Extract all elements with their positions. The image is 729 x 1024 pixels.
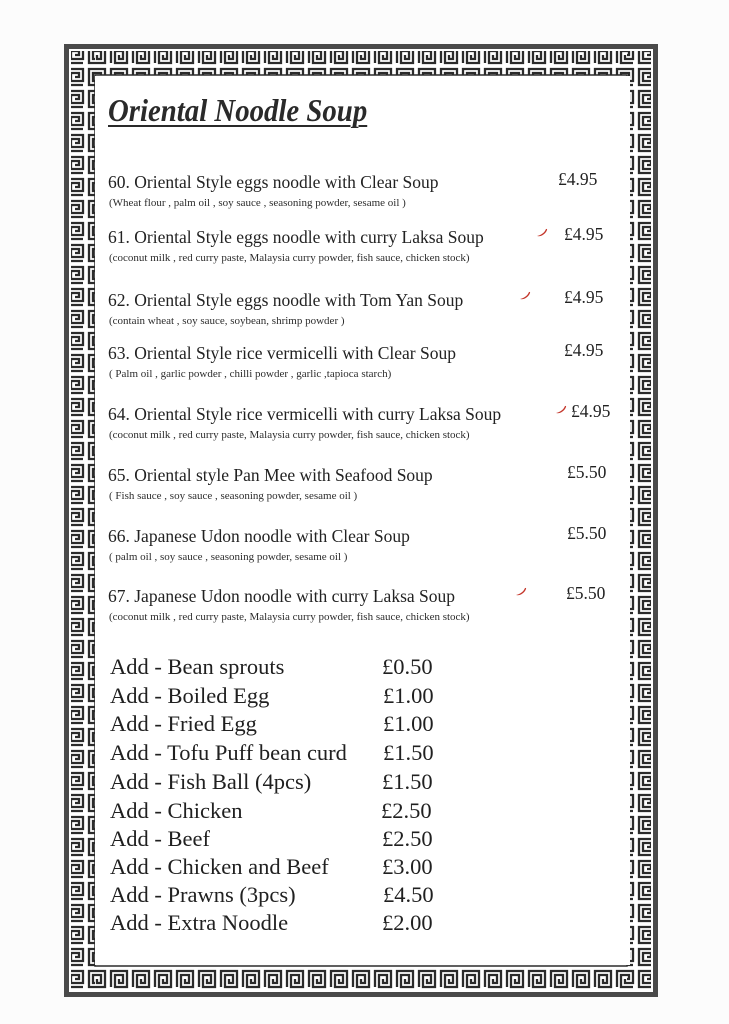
item-ingredients: (Wheat flour , palm oil , soy sauce , seasoning powder, sesame oil ) [109, 197, 406, 209]
item-ingredients: (contain wheat , soy sauce, soybean, shrimp powder ) [109, 315, 345, 327]
item-ingredients: ( Palm oil , garlic powder , chilli powder , garlic ,tapioca starch) [109, 368, 392, 380]
item-price: £4.95 [564, 287, 604, 307]
item-name: 67. Japanese Udon noodle with curry Laksa Soup [108, 586, 456, 606]
addon-tofu-puff: Add - Tofu Puff bean curd [110, 740, 347, 765]
item-price: £4.95 [558, 169, 598, 189]
addon-chicken: Add - Chicken [110, 798, 243, 823]
addon-chicken-and-beef: Add - Chicken and Beef [110, 854, 329, 879]
addon-price: £1.50 [382, 769, 433, 794]
menu-item-63 [108, 340, 628, 387]
addon-bean-sprouts: Add - Bean sprouts [110, 654, 285, 679]
item-ingredients: (coconut milk , red curry paste, Malaysia curry powder, fish sauce, chicken stock) [109, 429, 470, 441]
item-price: £4.95 [564, 340, 604, 360]
item-ingredients: (coconut milk , red curry paste, Malaysia curry powder, fish sauce, chicken stock) [109, 611, 470, 623]
item-price: £5.50 [567, 523, 607, 543]
addon-price: £1.00 [383, 683, 434, 708]
item-price: £4.95 [571, 401, 611, 421]
menu-item-65 [108, 462, 628, 509]
addon-price: £2.50 [382, 826, 433, 851]
menu-item-61 [108, 224, 628, 271]
item-name: 61. Oriental Style eggs noodle with curry Laksa Soup [108, 227, 484, 247]
item-name: 65. Oriental style Pan Mee with Seafood Soup [108, 465, 433, 485]
chili-icon [554, 404, 568, 416]
addon-price: £2.00 [382, 910, 433, 935]
chili-icon [518, 290, 532, 302]
addon-price: £0.50 [382, 654, 433, 679]
item-ingredients: (coconut milk , red curry paste, Malaysia curry powder, fish sauce, chicken stock) [109, 252, 470, 264]
addon-price: £1.00 [383, 711, 434, 736]
addon-price: £4.50 [383, 882, 434, 907]
item-price: £5.50 [567, 462, 607, 482]
item-name: 63. Oriental Style rice vermicelli with Clear Soup [108, 343, 456, 363]
item-price: £5.50 [566, 583, 606, 603]
chili-icon [514, 586, 528, 598]
addon-fish-ball: Add - Fish Ball (4pcs) [110, 769, 312, 794]
item-price: £4.95 [564, 224, 604, 244]
menu-item-62 [108, 287, 628, 334]
menu-item-60 [108, 169, 628, 216]
menu-item-64 [108, 401, 628, 448]
menu-item-66 [108, 523, 628, 570]
item-name: 66. Japanese Udon noodle with Clear Soup [108, 526, 410, 546]
menu-item-67 [108, 583, 628, 630]
addon-fried-egg: Add - Fried Egg [110, 711, 257, 736]
item-name: 64. Oriental Style rice vermicelli with curry Laksa Soup [108, 404, 502, 424]
menu-title: Oriental Noodle Soup [108, 92, 368, 128]
item-ingredients: ( Fish sauce , soy sauce , seasoning powder, sesame oil ) [109, 490, 358, 502]
addon-price: £3.00 [382, 854, 433, 879]
item-name: 62. Oriental Style eggs noodle with Tom Yan Soup [108, 290, 464, 310]
addon-boiled-egg: Add - Boiled Egg [110, 683, 270, 708]
addon-beef: Add - Beef [110, 826, 210, 851]
item-name: 60. Oriental Style eggs noodle with Clear Soup [108, 172, 439, 192]
addon-price: £1.50 [383, 740, 434, 765]
addon-price: £2.50 [381, 798, 432, 823]
item-ingredients: ( palm oil , soy sauce , seasoning powder, sesame oil ) [109, 551, 348, 563]
addon-prawns: Add - Prawns (3pcs) [110, 882, 296, 907]
chili-icon [535, 227, 549, 239]
addon-extra-noodle: Add - Extra Noodle [110, 910, 289, 935]
